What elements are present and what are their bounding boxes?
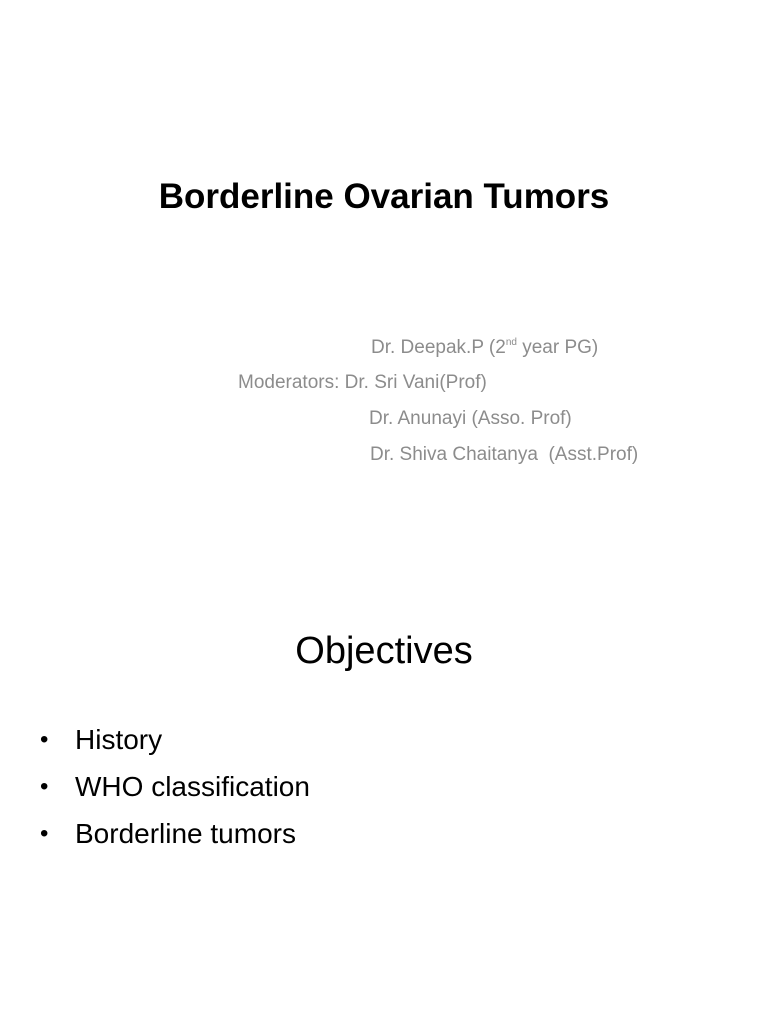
list-item-text: History <box>75 724 163 755</box>
list-item <box>40 763 310 810</box>
objectives-list <box>40 716 310 857</box>
bullet-icon: • <box>40 820 49 847</box>
objectives-heading: Objectives <box>295 630 473 672</box>
list-item-text: Borderline tumors <box>75 818 296 849</box>
bullet-icon: • <box>40 773 49 800</box>
slide-title-heading: Borderline Ovarian Tumors <box>158 177 610 216</box>
bullet-icon: • <box>40 726 49 753</box>
list-item <box>40 716 310 763</box>
moderator-line-3: Dr. Shiva Chaitanya (Asst.Prof) <box>370 444 639 465</box>
ordinal-superscript: nd <box>505 337 517 348</box>
moderator-line-2: Dr. Anunayi (Asso. Prof) <box>369 408 572 429</box>
presenter-name: Dr. Deepak.P (2 <box>371 337 506 358</box>
moderator-line-1: Moderators: Dr. Sri Vani(Prof) <box>238 372 487 393</box>
list-item <box>40 810 310 857</box>
presenter-line <box>371 336 598 360</box>
list-item-text: WHO classification <box>75 771 310 802</box>
presenter-role: year PG) <box>516 337 599 358</box>
slide-objectives <box>0 576 768 1024</box>
